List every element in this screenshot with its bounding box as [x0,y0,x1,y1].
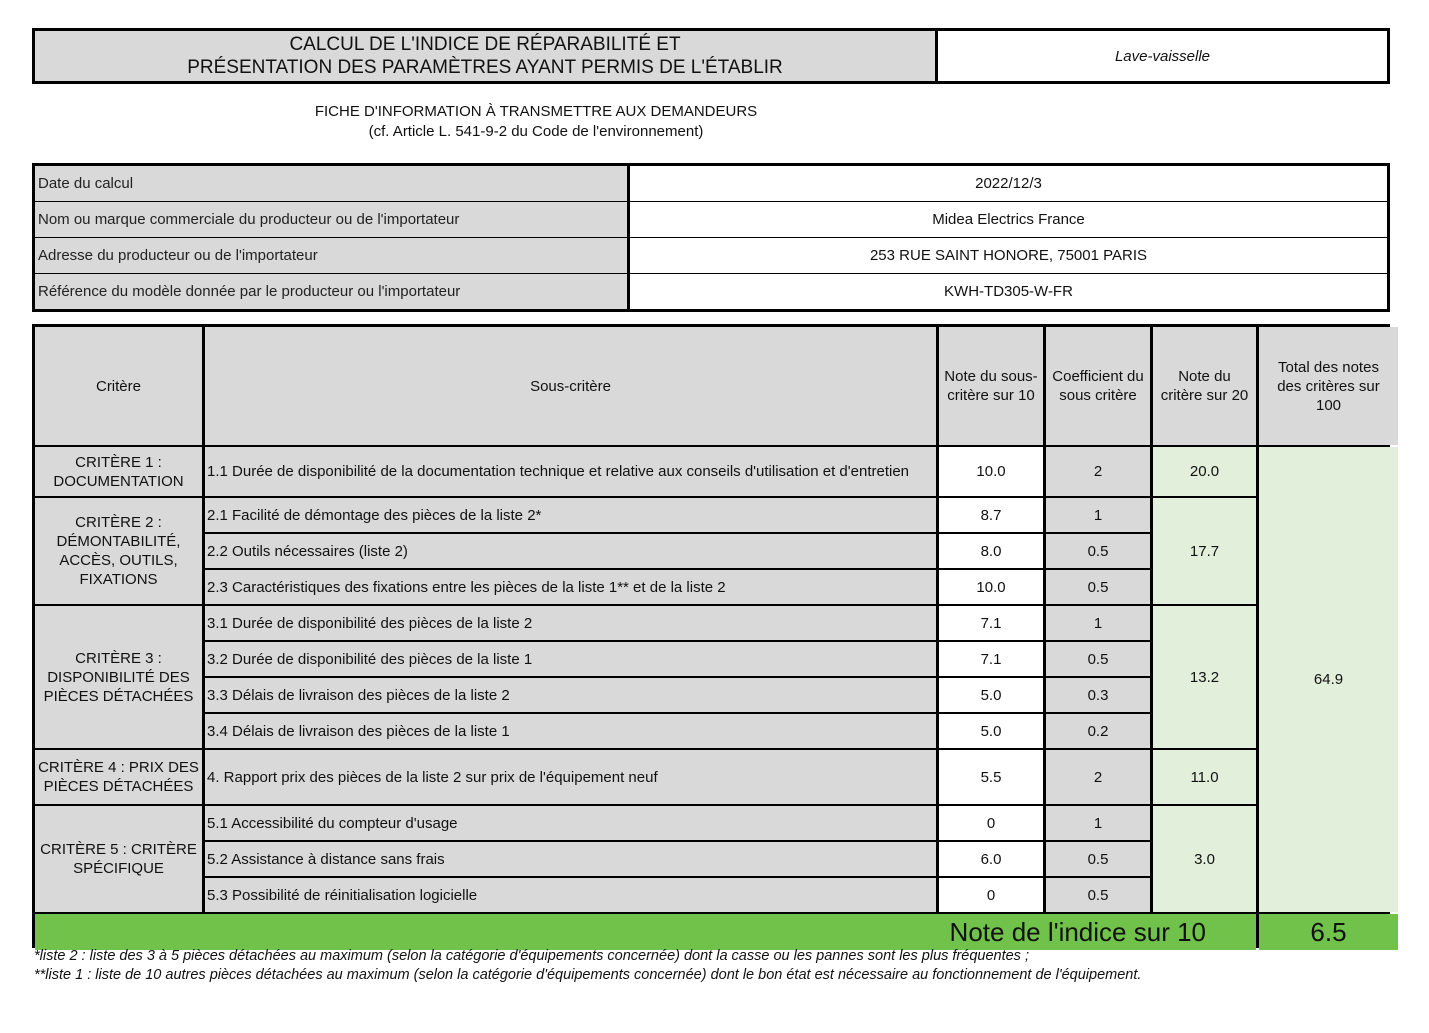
info-value: KWH-TD305-W-FR [630,274,1387,309]
score-table [32,324,1390,948]
header [32,28,1390,84]
criterion-1-score: 20.0 [1153,447,1256,496]
sub-criterion-note: 5.0 [939,714,1043,748]
sub-criterion-coef: 1 [1046,806,1150,840]
criterion-2-name: CRITÈRE 2 : DÉMONTABILITÉ, ACCÈS, OUTILS, FIXATIONS [35,498,202,604]
sub-criterion-label: 1.1 Durée de disponibilité de la documentation technique et relative aux conseils d'utilisation et d'entretien [205,447,936,496]
info-value: 253 RUE SAINT HONORE, 75001 PARIS [630,238,1387,273]
sub-criterion-coef: 0.5 [1046,642,1150,676]
info-table [32,163,1390,312]
sub-criterion-coef: 0.5 [1046,534,1150,568]
final-index-label: Note de l'indice sur 10 [35,914,1256,950]
sub-criterion-label: 5.2 Assistance à distance sans frais [205,842,936,876]
sub-criterion-coef: 0.3 [1046,678,1150,712]
info-row-address [35,237,1387,273]
criterion-3-score: 13.2 [1153,606,1256,748]
criterion-5-name: CRITÈRE 5 : CRITÈRE SPÉCIFIQUE [35,806,202,912]
info-value: Midea Electrics France [630,202,1387,237]
sub-criterion-note: 7.1 [939,606,1043,640]
criterion-3-name: CRITÈRE 3 : DISPONIBILITÉ DES PIÈCES DÉTACHÉES [35,606,202,748]
sub-criterion-coef: 0.2 [1046,714,1150,748]
sub-criterion-label: 2.1 Facilité de démontage des pièces de la liste 2* [205,498,936,532]
total-score: 64.9 [1259,447,1398,912]
page-title [35,31,938,81]
sub-criterion-coef: 0.5 [1046,878,1150,912]
criterion-4-score: 11.0 [1153,750,1256,804]
sub-criterion-label: 5.3 Possibilité de réinitialisation logicielle [205,878,936,912]
info-value: 2022/12/3 [630,166,1387,201]
sub-criterion-note: 8.0 [939,534,1043,568]
col-header-total: Total des notes des critères sur 100 [1259,327,1398,445]
sub-criterion-label: 4. Rapport prix des pièces de la liste 2 sur prix de l'équipement neuf [205,750,936,804]
sub-criterion-label: 5.1 Accessibilité du compteur d'usage [205,806,936,840]
info-label: Nom ou marque commerciale du producteur ou de l'importateur [35,202,630,237]
sub-criterion-note: 7.1 [939,642,1043,676]
sub-criterion-note: 8.7 [939,498,1043,532]
info-row-model [35,273,1387,309]
criterion-2-score: 17.7 [1153,498,1256,604]
criterion-1-name: CRITÈRE 1 : DOCUMENTATION [35,447,202,496]
sub-criterion-coef: 0.5 [1046,570,1150,604]
title-line-1: CALCUL DE L'INDICE DE RÉPARABILITÉ ET [289,34,681,55]
col-header-coefficient: Coefficient du sous critère [1046,327,1150,445]
subtitle [236,102,836,142]
subtitle-line-1: FICHE D'INFORMATION À TRANSMETTRE AUX DEMANDEURS [314,103,758,120]
footnote-list-1: **liste 1 : liste de 10 autres pièces détachées au maximum (selon la catégorie d'équipements concernée) dont le bon état est nécessaire au fonctionnement de l'équipement. [34,967,1142,983]
sub-criterion-coef: 1 [1046,606,1150,640]
final-index-value: 6.5 [1259,914,1398,950]
sub-criterion-note: 10.0 [939,447,1043,496]
sub-criterion-coef: 1 [1046,498,1150,532]
criterion-5-score: 3.0 [1153,806,1256,912]
subtitle-line-2: (cf. Article L. 541-9-2 du Code de l'environnement) [368,123,704,140]
sub-criterion-label: 3.4 Délais de livraison des pièces de la liste 1 [205,714,936,748]
title-line-2: PRÉSENTATION DES PARAMÈTRES AYANT PERMIS DE L'ÉTABLIR [187,57,783,78]
sub-criterion-note: 6.0 [939,842,1043,876]
criterion-4-name: CRITÈRE 4 : PRIX DES PIÈCES DÉTACHÉES [35,750,202,804]
sub-criterion-label: 3.1 Durée de disponibilité des pièces de la liste 2 [205,606,936,640]
sub-criterion-note: 5.0 [939,678,1043,712]
device-type: Lave-vaisselle [1114,47,1211,65]
sub-criterion-coef: 0.5 [1046,842,1150,876]
info-label: Adresse du producteur ou de l'importateur [35,238,630,273]
info-label: Référence du modèle donnée par le producteur ou l'importateur [35,274,630,309]
sub-criterion-note: 0 [939,806,1043,840]
sub-criterion-note: 10.0 [939,570,1043,604]
sub-criterion-label: 2.2 Outils nécessaires (liste 2) [205,534,936,568]
sub-criterion-coef: 2 [1046,750,1150,804]
col-header-sous-critere: Sous-critère [205,327,936,445]
col-header-note-sous: Note du sous-critère sur 10 [939,327,1043,445]
col-header-note-crit: Note du critère sur 20 [1153,327,1256,445]
sub-criterion-label: 3.2 Durée de disponibilité des pièces de la liste 1 [205,642,936,676]
sub-criterion-label: 2.3 Caractéristiques des fixations entre les pièces de la liste 1** et de la liste 2 [205,570,936,604]
sub-criterion-label: 3.3 Délais de livraison des pièces de la liste 2 [205,678,936,712]
sub-criterion-note: 5.5 [939,750,1043,804]
footnote-list-2: *liste 2 : liste des 3 à 5 pièces détachées au maximum (selon la catégorie d'équipements concernée) dont la casse ou les pannes sont les plus fréquentes ; [34,948,1029,964]
info-row-brand [35,201,1387,237]
info-label: Date du calcul [35,166,630,201]
col-header-critere: Critère [35,327,202,445]
sub-criterion-note: 0 [939,878,1043,912]
sub-criterion-coef: 2 [1046,447,1150,496]
info-row-date [35,166,1387,201]
